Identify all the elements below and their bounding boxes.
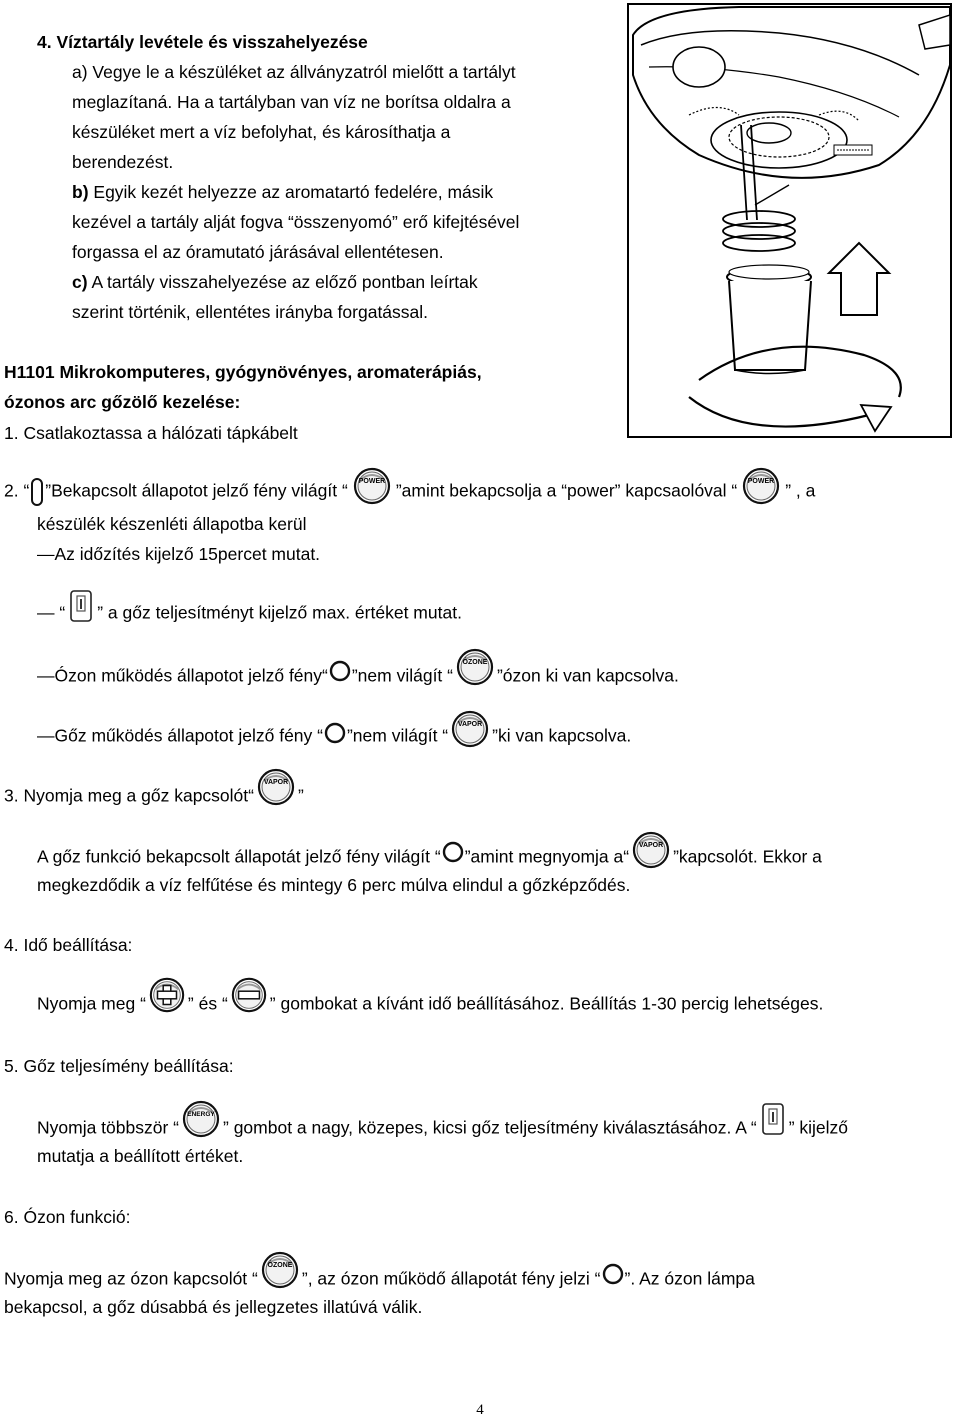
step-b-line-2: kezével a tartály alját fogva “összenyomó” erő kifejtésével [72, 212, 520, 232]
steam-level-indicator-icon [67, 589, 95, 623]
vapor-button-icon[interactable] [631, 830, 671, 870]
step-2-line-2: készülék készenléti állapotba kerül [37, 514, 307, 534]
vapor-status-text: —Gőz működés állapotot jelző fény “ [37, 725, 323, 746]
step-3-line-3: megkezdődik a víz felfűtése és mintegy 6 perc múlva elindul a gőzképződés. [37, 875, 631, 895]
steam-level-text: ” a gőz teljesítményt kijelző max. értéket mutat. [97, 602, 462, 623]
steam-dash: — “ [37, 602, 66, 623]
power-label-2: POWER [748, 478, 775, 485]
ozone-status-text: —Ózon működés állapotot jelző fény“ [37, 665, 328, 686]
step-a-line-1: a) Vegye le a készüléket az állványzatról mielőtt a tartályt [72, 62, 516, 82]
step-3-line-1 [4, 777, 304, 817]
indicator-light-icon [328, 659, 352, 683]
step-4-and: ” és “ [187, 993, 228, 1014]
step-5-line-2: mutatja a beállított értéket. [37, 1146, 244, 1166]
ozone-status-text-3: ”ózon ki van kapcsolva. [496, 665, 679, 686]
h1101-heading-line-2: ózonos arc gőzölő kezelése: [4, 392, 241, 412]
step-2-line-1 [4, 472, 815, 512]
step-5-heading: 5. Gőz teljesímény beállítása: [4, 1056, 234, 1076]
step-6-text-2: ”, az ózon működő állapotát fény jelzi “ [301, 1268, 601, 1289]
power-button-icon[interactable] [741, 466, 781, 506]
step-a-line-2: meglazítaná. Ha a tartályban van víz ne borítsa oldalra a [72, 92, 511, 112]
step-b-line-3: forgassa el az óramutató járásával ellentétesen. [72, 242, 444, 262]
power-label: POWER [358, 478, 386, 485]
step-4-heading: 4. Idő beállítása: [4, 935, 133, 955]
steam-level-line [37, 597, 462, 631]
step-5-line-1 [37, 1109, 848, 1149]
step-6-heading: 6. Ózon funkció: [4, 1207, 131, 1227]
step-5-text-2: ” gombot a nagy, közepes, kicsi gőz teljesítmény kiválasztásához. A “ [223, 1117, 757, 1138]
ozone-status-line [37, 657, 679, 697]
step-b-text: Egyik kezét helyezze az aromatartó fedelére, másik [88, 182, 494, 202]
step-5-text: Nyomja többször “ [37, 1117, 179, 1138]
step-c-line-2: szerint történik, ellentétes irányba forgatással. [72, 302, 429, 322]
step-3-line-2-text-2: ”amint megnyomja a“ [464, 846, 630, 867]
step-6-line-2: bekapcsol, a gőz dúsabbá és jellegzetes illatúvá válik. [4, 1297, 423, 1317]
page-number: 4 [476, 1402, 484, 1418]
minus-button-icon[interactable] [230, 976, 268, 1014]
step-4-line [37, 986, 823, 1024]
step-b-line-1 [72, 181, 493, 203]
step-2-power-text: ”amint bekapcsolja a “power” kapcsaolóval “ [395, 480, 738, 501]
step-c-text: A tartály visszahelyezése az előző pontban leírtak [87, 272, 478, 292]
step-6-text: Nyomja meg az ózon kapcsolót “ [4, 1268, 258, 1289]
step-a-line-3: készüléket mert a víz befolyhat, és károsíthatja a [72, 122, 451, 142]
ozone-button-icon[interactable] [455, 647, 495, 687]
vapor-status-text-3: ”ki van kapcsolva. [492, 725, 632, 746]
vapor-label-2: VAPOR [263, 779, 289, 786]
step-3-line-2-text: A gőz funkció bekapcsolt állapotát jelző fény világít “ [37, 846, 441, 867]
step-2-number: 2. “ [4, 480, 30, 501]
step-5-text-3: ” kijelző [788, 1117, 849, 1138]
power-button-icon[interactable] [352, 466, 392, 506]
energy-button-icon[interactable] [181, 1099, 221, 1139]
energy-label: ENERGY [187, 1111, 215, 1118]
timer-display-text: —Az időzítés kijelző 15percet mutat. [37, 544, 321, 564]
plus-button-icon[interactable] [148, 976, 186, 1014]
step-1-text: 1. Csatlakoztassa a hálózati tápkábelt [4, 423, 298, 443]
steam-level-indicator-icon [759, 1102, 787, 1136]
ozone-button-icon[interactable] [260, 1250, 300, 1290]
vapor-button-icon[interactable] [450, 709, 490, 749]
step-c-label: c) [72, 272, 88, 292]
step-b-label: b) [72, 182, 89, 202]
tank-removal-drawing [629, 5, 950, 436]
step-4-rest: ” gombokat a kívánt idő beállításához. Beállítás 1-30 percig lehetséges. [269, 993, 824, 1014]
power-indicator-light-icon [30, 477, 44, 507]
step-3-line-2-text-3: ”kapcsolót. Ekkor a [673, 846, 822, 867]
vapor-label: VAPOR [457, 721, 483, 728]
step-6-text-3: ”. Az ózon lámpa [624, 1268, 755, 1289]
step-2-power-light-text: ”Bekapcsolt állapotot jelző fény világít “ [45, 480, 348, 501]
vapor-button-icon[interactable] [256, 767, 296, 807]
ozone-status-text-2: ”nem világít “ [351, 665, 453, 686]
step-2-end: ” , a [785, 480, 816, 501]
vapor-status-text-2: ”nem világít “ [346, 725, 449, 746]
step-4-text: Nyomja meg “ [37, 993, 146, 1014]
step-3-text: 3. Nyomja meg a gőz kapcsolót“ [4, 785, 254, 806]
step-3-end: ” [297, 785, 304, 806]
step-a-line-4: berendezést. [72, 152, 174, 172]
step-c-line-1 [72, 271, 478, 293]
step-6-line-1 [4, 1260, 755, 1300]
ozone-label-2: ÓZONE [267, 1262, 293, 1269]
step-3-line-2 [37, 838, 822, 878]
vapor-status-line [37, 717, 631, 757]
ozone-label: ÓZONE [462, 659, 488, 666]
indicator-light-icon [441, 840, 465, 864]
water-tank-illustration [627, 3, 952, 438]
vapor-label-3: VAPOR [638, 842, 664, 849]
indicator-light-icon [601, 1262, 625, 1286]
indicator-light-icon [323, 721, 347, 745]
h1101-heading-line-1: H1101 Mikrokomputeres, gyógynövényes, aromaterápiás, [4, 362, 482, 382]
section-4-heading: 4. Víztartály levétele és visszahelyezése [37, 32, 368, 52]
